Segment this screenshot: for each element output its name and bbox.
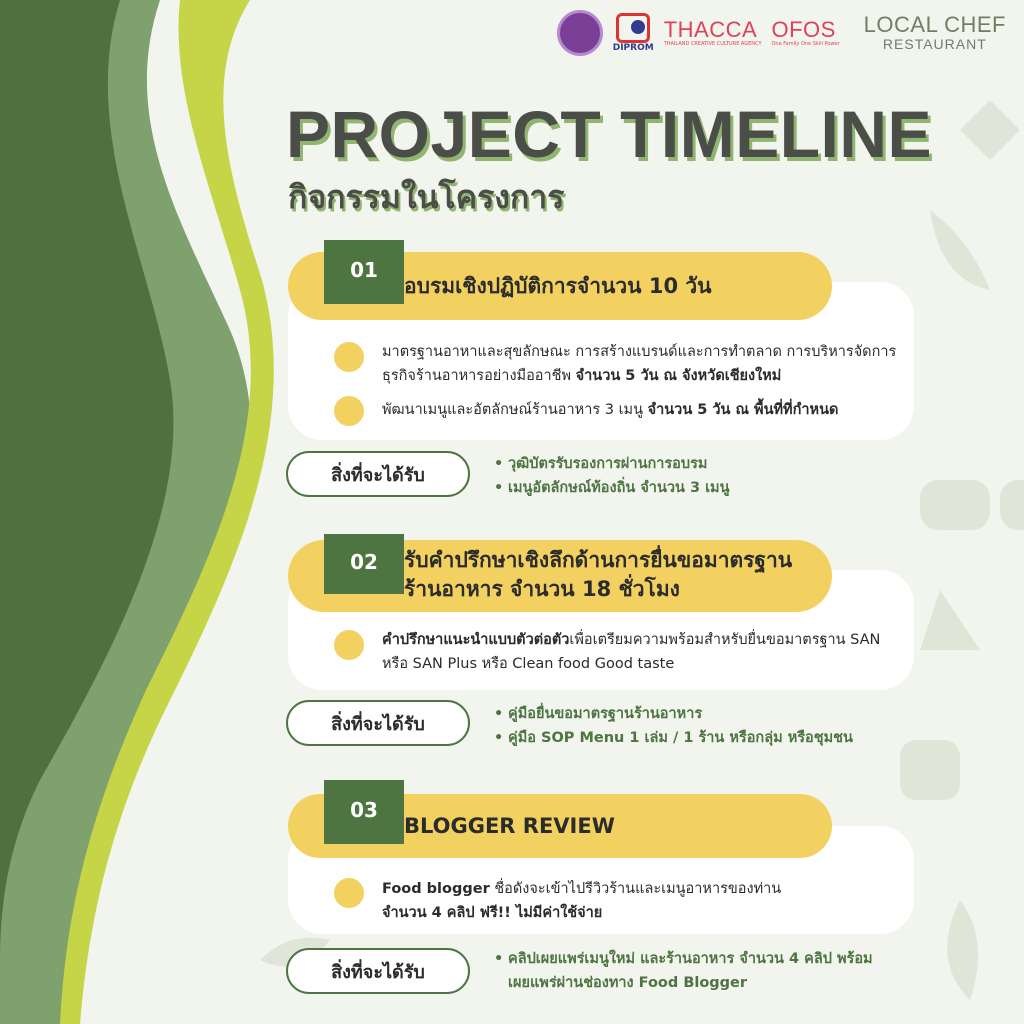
ofos-sub: One Family One Skill Power	[771, 41, 840, 47]
local-chef-logo	[864, 14, 1006, 52]
local-chef-label: LOCAL CHEF	[863, 12, 1006, 37]
section-02-badge	[324, 534, 404, 594]
section-03-number: 03	[350, 798, 378, 822]
section-02-benefits	[494, 702, 853, 750]
bullet-dot	[334, 630, 364, 660]
section-03-benefit-label: สิ่งที่จะได้รับ	[286, 948, 470, 994]
page-title: PROJECT TIMELINE	[286, 97, 933, 171]
section-01-benefits	[494, 452, 730, 500]
section-01-number: 01	[350, 258, 378, 282]
section-01-benefit-label: สิ่งที่จะได้รับ	[286, 451, 470, 497]
benefit-item: • เมนูอัตลักษณ์ท้องถิ่น จำนวน 3 เมนู	[494, 476, 730, 500]
section-03-item-1: Food blogger ชื่อดังจะเข้าไปรีวิวร้านและเมนูอาหารของท่าน จำนวน 4 คลิป ฟรี!! ไม่มีค่าใช้จ่าย	[382, 881, 782, 921]
ofos-logo	[772, 19, 840, 47]
bullet-dot	[334, 342, 364, 372]
diprom-label: DIPROM	[612, 43, 654, 53]
thacca-logo	[664, 19, 762, 47]
ofos-label: OFOS	[771, 17, 836, 42]
benefit-item: • วุฒิบัตรรับรองการผ่านการอบรม	[494, 452, 730, 476]
section-03-benefits	[494, 947, 894, 995]
section-02-item-1: คำปรึกษาแนะนำแบบตัวต่อตัวเพื่อเตรียมความพร้อมสำหรับยื่นขอมาตรฐาน SAN หรือ SAN Plus หรือ Clean food Good taste	[382, 632, 881, 672]
benefit-item: • คู่มือยื่นขอมาตรฐานร้านอาหาร	[494, 702, 853, 726]
diprom-logo	[613, 13, 654, 53]
thacca-label: THACCA	[663, 17, 758, 42]
local-chef-sub: RESTAURANT	[882, 36, 987, 52]
section-01-item-2: พัฒนาเมนูและอัตลักษณ์ร้านอาหาร 3 เมนู จำนวน 5 วัน ณ พื้นที่ที่กำหนด	[382, 402, 839, 418]
bullet-dot	[334, 396, 364, 426]
section-02-number: 02	[350, 550, 378, 574]
section-01-title: อบรมเชิงปฏิบัติการจำนวน 10 วัน	[404, 274, 712, 298]
section-01-item-1: มาตรฐานอาหาและสุขลักษณะ การสร้างแบรนด์และการทำตลาด การบริหารจัดการธุรกิจร้านอาหารอย่างมืออาชีพ จำนวน 5 วัน ณ จังหวัดเชียงใหม่	[382, 344, 897, 384]
partner-logos	[557, 10, 1006, 56]
section-01-badge	[324, 240, 404, 304]
bullet-dot	[334, 878, 364, 908]
government-seal-logo	[557, 10, 603, 56]
section-03-badge	[324, 780, 404, 844]
section-03-title: BLOGGER REVIEW	[404, 814, 615, 838]
page-subtitle: กิจกรรมในโครงการ	[288, 178, 565, 216]
benefit-item: • คู่มือ SOP Menu 1 เล่ม / 1 ร้าน หรือกลุ่ม หรือชุมชน	[494, 726, 853, 750]
thacca-sub: THAILAND CREATIVE CULTURE AGENCY	[663, 41, 762, 47]
benefit-item: • คลิปเผยแพร่เมนูใหม่ และร้านอาหาร จำนวน 4 คลิป พร้อมเผยแพร่ผ่านช่องทาง Food Blogger	[494, 947, 894, 995]
section-02-benefit-label: สิ่งที่จะได้รับ	[286, 700, 470, 746]
section-02-title: รับคำปรึกษาเชิงลึกด้านการยื่นขอมาตรฐาน ร้านอาหาร จำนวน 18 ชั่วโมง	[404, 548, 793, 601]
